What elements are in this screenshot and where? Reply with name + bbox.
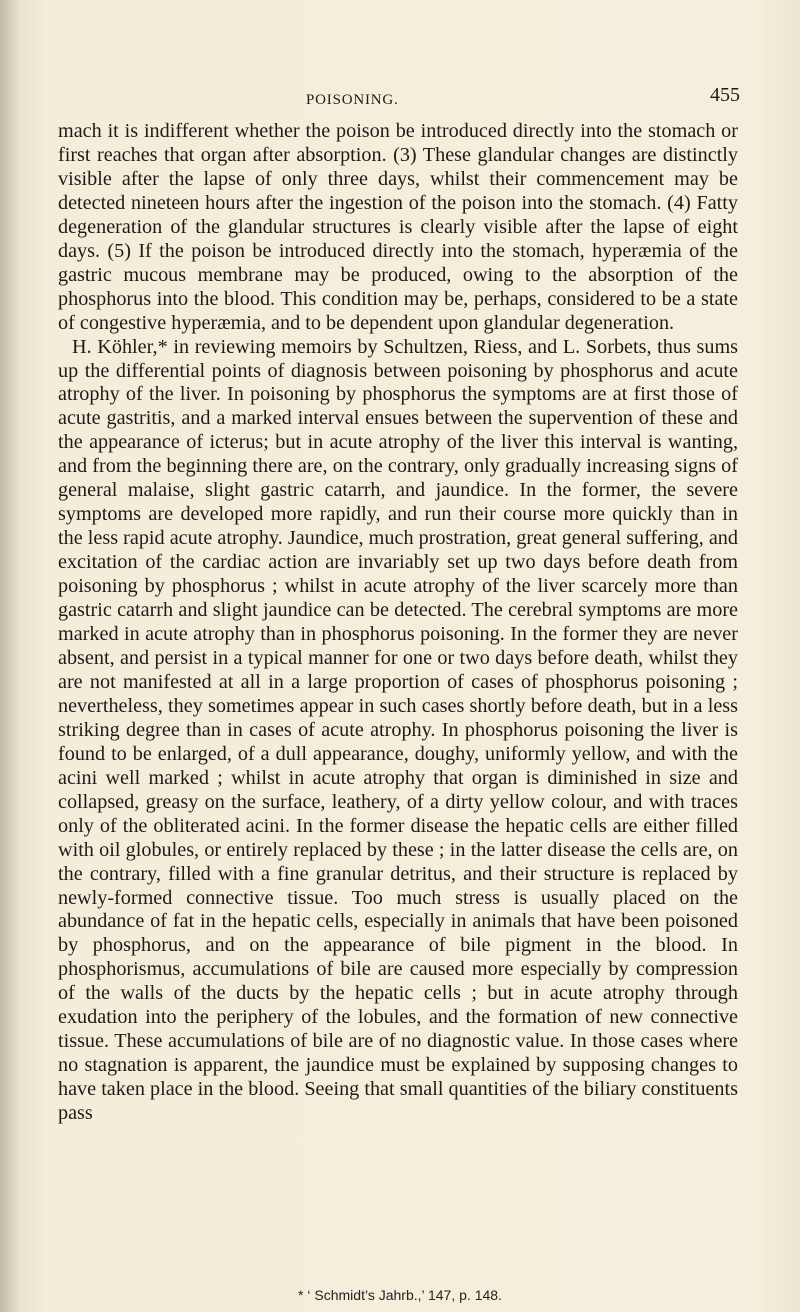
footnote: * ‘ Schmidt’s Jahrb.,’ 147, p. 148. [298,1287,502,1303]
running-head: POISONING. [306,92,399,108]
page-number: 455 [710,84,740,106]
paragraph-continuation: mach it is indifferent whether the poison be introduced directly into the stomach or first reaches that organ after absorption. (3) These glandular changes are distinctly visible after the lapse of only three days, whilst their commencement may be detected nineteen hours after the ingestion of the poison into the stomach. (4) Fatty degeneration of the glandular structures is clearly visible after the lapse of eight days. (5) If the poison be introduced directly into the stomach, hyperæmia of the gastric mucous membrane may be produced, owing to the absorption of the phosphorus into the blood. This condition may be, perhaps, considered to be a state of congestive hyperæmia, and to be dependent upon glandular degeneration. [58,120,738,334]
body-text [58,120,738,1126]
paragraph-kohler-diagnosis: H. Köhler,* in reviewing memoirs by Schultzen, Riess, and L. Sorbets, thus sums up the differential points of diagnosis between poisoning by phosphorus and acute atrophy of the liver. In poisoning by phosphorus the symptoms are at first those of acute gastritis, and a marked interval ensues between the supervention of these and the appearance of icterus; but in acute atrophy of the liver this interval is wanting, and from the beginning there are, on the contrary, only gradually increasing signs of general malaise, slight gastric catarrh, and jaundice. In the former, the severe symptoms are developed more rapidly, and run their course more quickly than in the less rapid acute atrophy. Jaundice, much prostration, great general suffering, and excitation of the cardiac action are invariably set up two days before death from poisoning by phosphorus ; whilst in acute atrophy of the liver scarcely more than gastric catarrh and slight jaundice can be detected. The cerebral symptoms are more marked in acute atrophy than in phosphorus poisoning. In the former they are never absent, and persist in a typical manner for one or two days before death, whilst they are not manifested at all in a large proportion of cases of phosphorus poisoning ; nevertheless, they sometimes appear in such cases shortly before death, but in a less striking degree than in cases of acute atrophy. In phosphorus poisoning the liver is found to be enlarged, of a dull appearance, doughy, uniformly yellow, and with the acini well marked ; whilst in acute atrophy that organ is diminished in size and collapsed, greasy on the surface, leathery, of a dirty yellow colour, and with traces only of the obliterated acini. In the former disease the hepatic cells are either filled with oil globules, or entirely replaced by these ; in the latter disease the cells are, on the contrary, filled with a fine granular detritus, and their structure is replaced by newly-formed connective tissue. Too much stress is usually placed on the abundance of fat in the hepatic cells, especially in animals that have been poisoned by phosphorus, and on the appearance of bile pigment in the blood. In phosphorismus, accumulations of bile are caused more especially by compression of the walls of the ducts by the hepatic cells ; but in acute atrophy through exudation into the periphery of the lobules, and the formation of new connective tissue. These accumulations of bile are of no diagnostic value. In those cases where no stagnation is apparent, the jaundice must be explained by supposing changes to have taken place in the blood. Seeing that small quantities of the biliary constituents pass [58,335,738,1125]
page-header [58,86,738,116]
page-binding-shadow [0,0,20,1312]
